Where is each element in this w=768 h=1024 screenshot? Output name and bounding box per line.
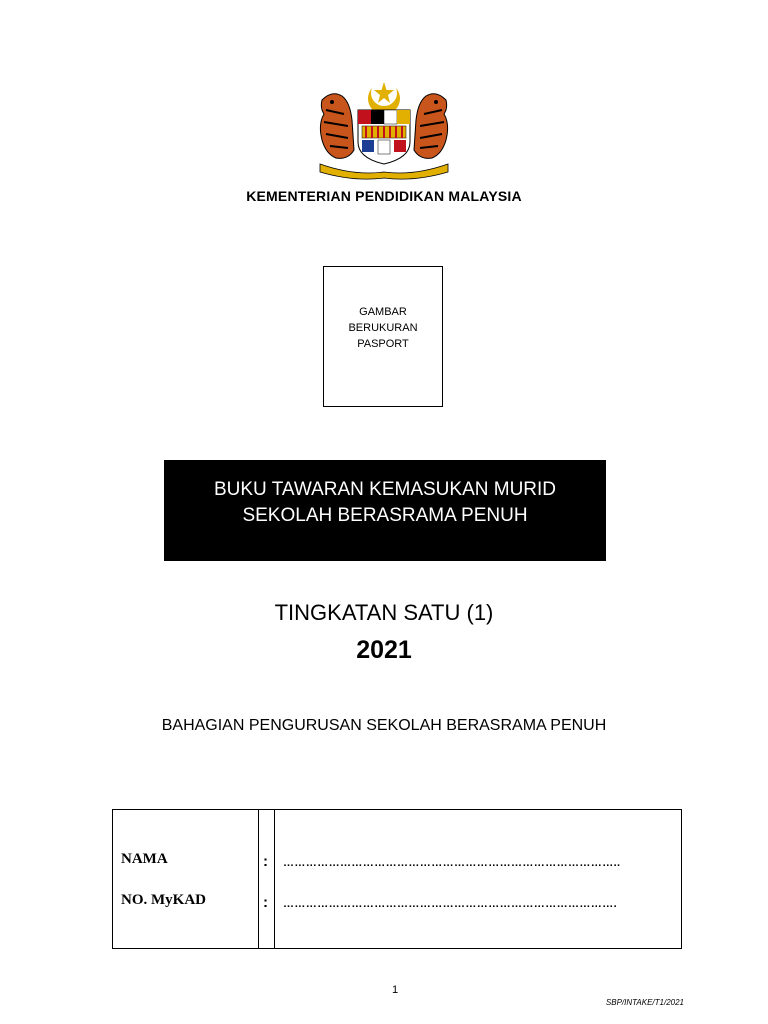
ministry-title: KEMENTERIAN PENDIDIKAN MALAYSIA — [246, 188, 522, 204]
photo-box-line-1: GAMBAR — [359, 305, 407, 318]
name-field[interactable]: …………………………………………………………………………….. — [283, 857, 621, 869]
student-identity-table — [112, 809, 682, 949]
name-label: NAMA — [121, 851, 168, 867]
table-divider — [274, 810, 275, 948]
right-tiger-icon — [414, 94, 448, 159]
mykad-colon: : — [263, 894, 268, 911]
division-name: BAHAGIAN PENGURUSAN SEKOLAH BERASRAMA PENUH — [161, 717, 607, 734]
malaysia-coat-of-arms-icon — [314, 80, 454, 182]
name-colon: : — [263, 853, 268, 870]
motto-scroll-icon — [320, 164, 448, 179]
banner-line-2: SEKOLAH BERASRAMA PENUH — [242, 504, 528, 526]
page-number: 1 — [391, 984, 399, 996]
photo-box-line-3: PASPORT — [357, 337, 409, 350]
intake-year: 2021 — [356, 636, 412, 664]
passport-photo-placeholder — [323, 266, 443, 407]
banner-line-1: BUKU TAWARAN KEMASUKAN MURID — [213, 478, 557, 500]
table-divider — [258, 810, 259, 948]
left-tiger-icon — [320, 94, 354, 159]
mykad-field[interactable]: ……………………………………………………………………………. — [283, 898, 618, 910]
document-reference-code: SBP/INTAKE/T1/2021 — [605, 998, 684, 1007]
form-level-heading: TINGKATAN SATU (1) — [274, 600, 494, 625]
shield-icon — [358, 110, 410, 164]
document-title-banner — [164, 460, 606, 561]
photo-box-line-2: BERUKURAN — [348, 321, 418, 334]
mykad-label: NO. MyKAD — [121, 892, 206, 908]
